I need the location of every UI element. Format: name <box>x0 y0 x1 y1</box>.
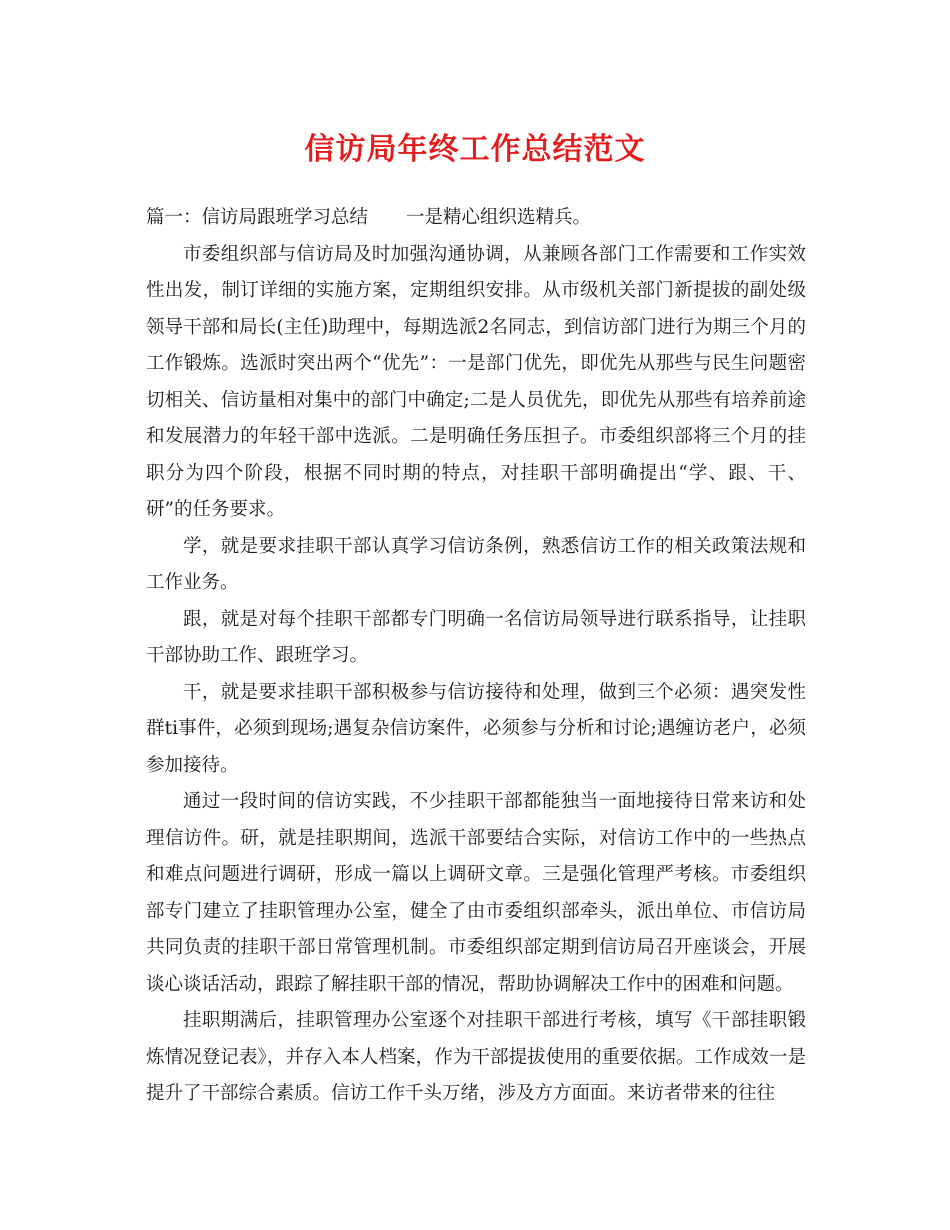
section-heading: 篇一：信访局跟班学习总结 <box>146 207 369 228</box>
paragraph: 挂职期满后，挂职管理办公室逐个对挂职干部进行考核，填写《干部挂职锻炼情况登记表》，并存入本人档案，作为干部提拔使用的重要依据。工作成效一是提升了干部综合素质。信访工作千头万绪，涉及方方面面。来访者带来的往往 <box>146 1010 806 1104</box>
paragraph: 跟，就是对每个挂职干部都专门明确一名信访局领导进行联系指导，让挂职干部协助工作、跟班学习。 <box>146 608 806 666</box>
paragraph: 干，就是要求挂职干部积极参与信访接待和处理，做到三个必须：遇突发性群ti事件，必须到现场;遇复杂信访案件，必须参与分析和讨论;遇缠访老户，必须参加接待。 <box>146 681 806 776</box>
document-title: 信访局年终工作总结范文 <box>304 132 646 167</box>
section-subheading: 一是精心组织选精兵。 <box>406 207 592 228</box>
paragraph: 通过一段时间的信访实践，不少挂职干部都能独当一面地接待日常来访和处理信访件。研，就是挂职期间，选派干部要结合实际，对信访工作中的一些热点和难点问题进行调研，形成一篇以上调研文章。三是强化管理严考核。市委组织部专门建立了挂职管理办公室，健全了由市委组织部牵头，派出单位、市信访局共同负责的挂职干部日常管理机制。市委组织部定期到信访局召开座谈会，开展谈心谈话活动，跟踪了解挂职干部的情况，帮助协调解决工作中的困难和问题。 <box>146 791 806 995</box>
paragraph: 市委组织部与信访局及时加强沟通协调，从兼顾各部门工作需要和工作实效性出发，制订详细的实施方案，定期组织安排。从市级机关部门新提拔的副处级领导干部和局长(主任)助理中，每期选派2名同志，到信访部门进行为期三个月的工作锻炼。选派时突出两个“优先”：一是部门优先，即优先从那些与民生问题密切相关、信访量相对集中的部门中确定;二是人员优先，即优先从那些有培养前途和发展潜力的年轻干部中选派。二是明确任务压担子。市委组织部将三个月的挂职分为四个阶段，根据不同时期的特点，对挂职干部明确提出“学、跟、干、研”的任务要求。 <box>146 243 806 520</box>
first-line <box>146 200 806 237</box>
paragraph: 学，就是要求挂职干部认真学习信访条例，熟悉信访工作的相关政策法规和工作业务。 <box>146 535 806 593</box>
document-body <box>146 200 806 1113</box>
